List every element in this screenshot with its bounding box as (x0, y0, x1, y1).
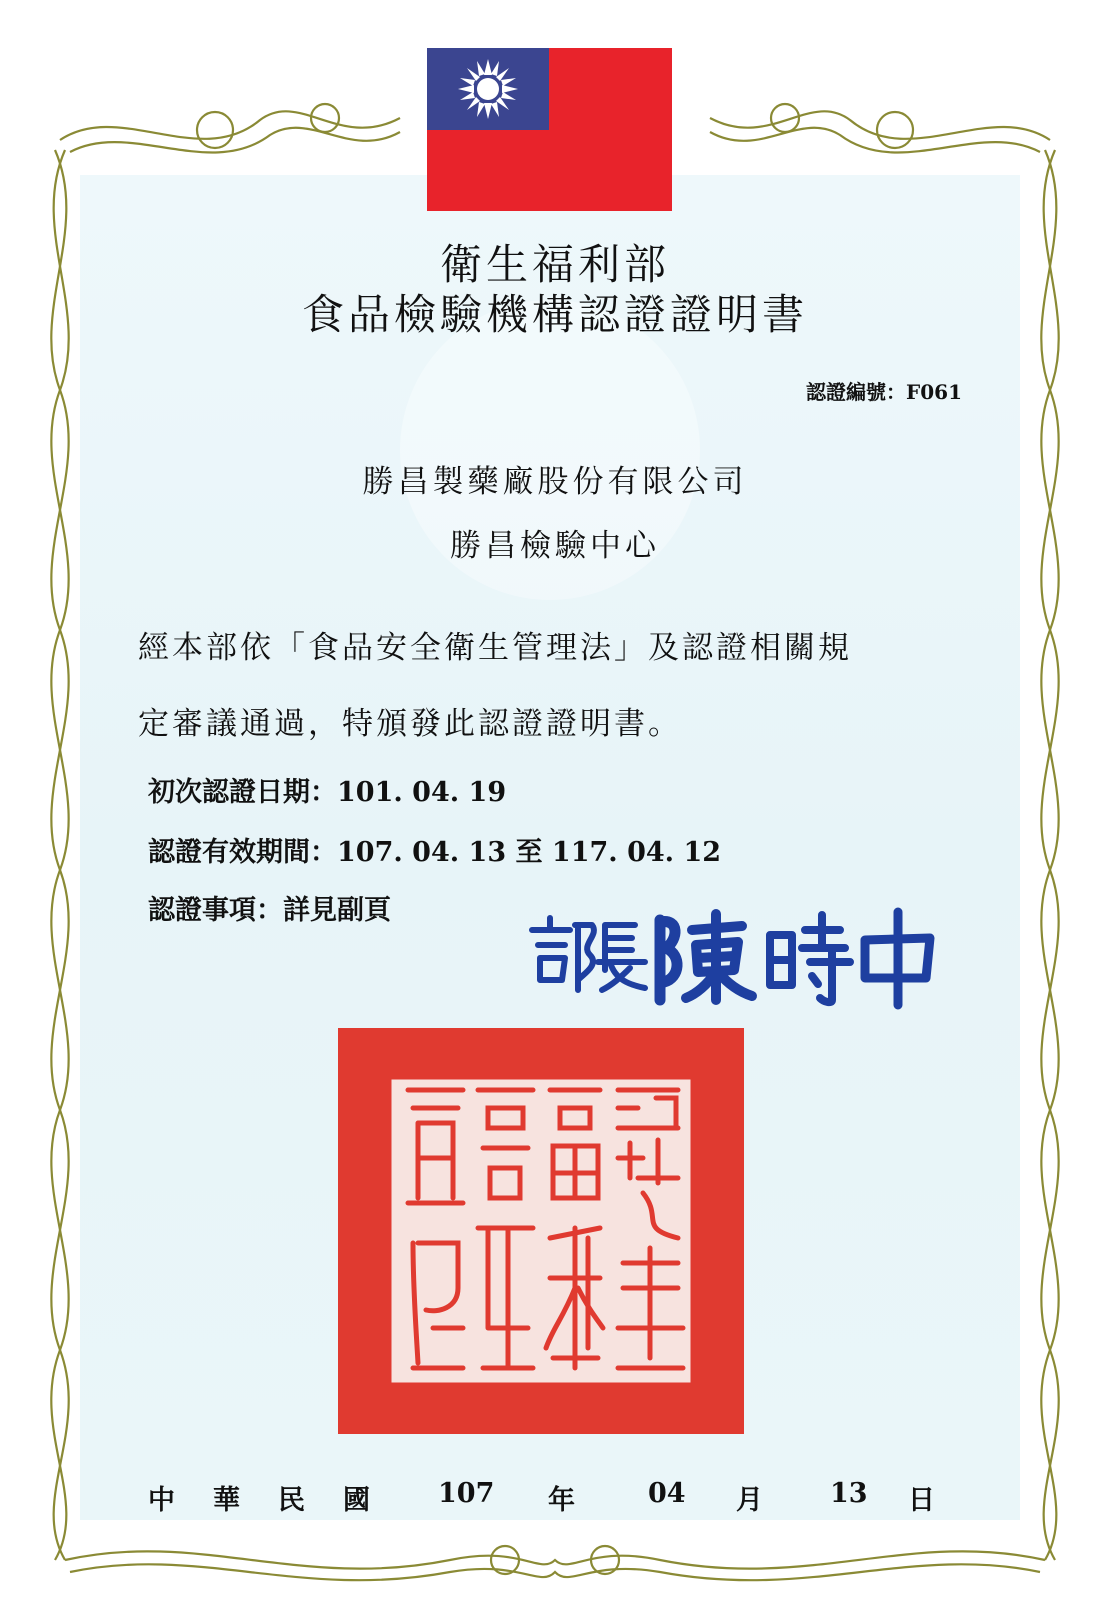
national-flag (427, 48, 672, 211)
date-month-label: 月 (736, 1485, 763, 1516)
certification-validity-period: 認證有效期間：107. 04. 13 至 117. 04. 12 (148, 837, 722, 868)
certificate-number: 認證編號：F061 (806, 380, 962, 404)
date-day-label: 日 (908, 1485, 935, 1516)
ministry-title: 衛生福利部 (439, 240, 670, 289)
date-year: 107 (438, 1478, 495, 1509)
issue-date (148, 1478, 938, 1518)
date-char-4: 國 (343, 1485, 370, 1516)
statement-line-1: 經本部依「食品安全衛生管理法」及認證相關規 (138, 630, 852, 666)
date-char-1: 中 (148, 1485, 175, 1516)
inspection-center-name: 勝昌檢驗中心 (450, 528, 660, 564)
statement-line-2: 定審議通過，特頒發此認證證明書。 (138, 706, 682, 742)
ministry-seal (338, 1028, 744, 1434)
date-month: 04 (648, 1478, 686, 1509)
date-day: 13 (830, 1478, 868, 1509)
certification-items: 認證事項：詳見副頁 (148, 895, 391, 926)
date-char-3: 民 (278, 1485, 305, 1516)
company-name: 勝昌製藥廠股份有限公司 (362, 464, 748, 500)
certificate-title: 食品檢驗機構認證證明書 (301, 290, 808, 339)
date-char-2: 華 (213, 1485, 240, 1516)
date-year-label: 年 (548, 1485, 575, 1516)
minister-signature (520, 900, 950, 1010)
initial-certification-date: 初次認證日期：101. 04. 19 (148, 777, 507, 808)
